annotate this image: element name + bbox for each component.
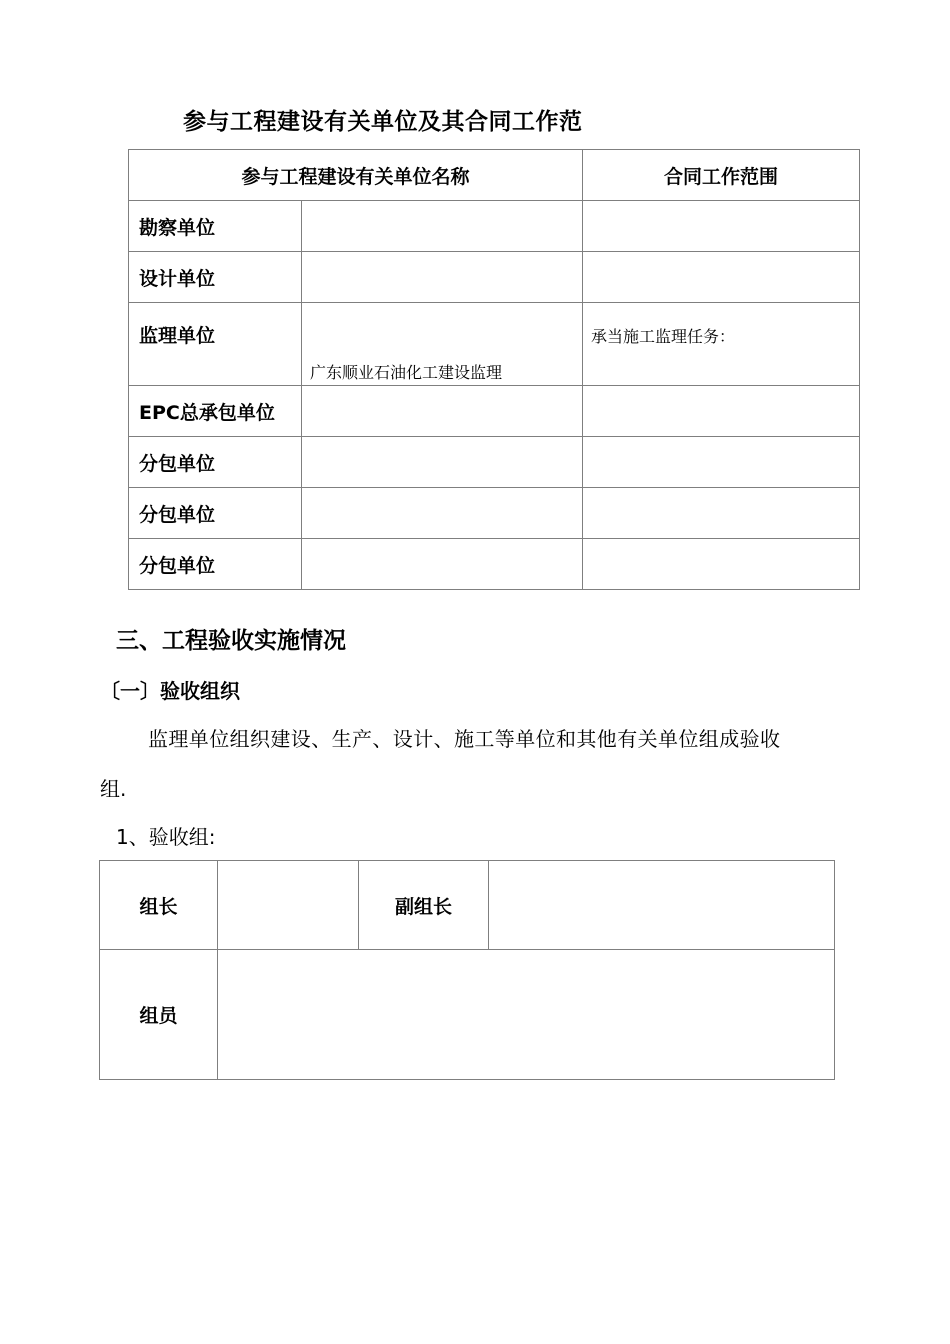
table-row — [129, 488, 860, 539]
unit-name-cell[interactable] — [302, 437, 583, 488]
leader-label: 组长 — [100, 861, 218, 950]
table-row — [100, 950, 835, 1080]
unit-role: 分包单位 — [129, 539, 302, 590]
unit-role: 分包单位 — [129, 437, 302, 488]
unit-name-cell[interactable] — [302, 539, 583, 590]
paragraph-line: 组. — [100, 777, 127, 801]
unit-name-cell[interactable] — [302, 201, 583, 252]
table-row — [129, 252, 860, 303]
unit-name-cell[interactable] — [302, 386, 583, 437]
unit-role: EPC总承包单位 — [129, 386, 302, 437]
members-label: 组员 — [100, 950, 218, 1080]
table-row — [129, 437, 860, 488]
unit-name-cell[interactable]: 广东顺业石油化工建设监理 — [302, 303, 583, 386]
unit-scope-cell[interactable] — [583, 488, 860, 539]
header-unit-name: 参与工程建设有关单位名称 — [129, 150, 583, 201]
table-row — [100, 861, 835, 950]
page-title: 参与工程建设有关单位及其合同工作范 — [183, 109, 583, 135]
table-row — [129, 386, 860, 437]
table-row — [129, 303, 860, 386]
section-heading: 三、工程验收实施情况 — [116, 628, 346, 654]
table-row — [129, 539, 860, 590]
unit-scope-cell[interactable] — [583, 386, 860, 437]
unit-scope-cell[interactable] — [583, 437, 860, 488]
unit-role: 勘察单位 — [129, 201, 302, 252]
acceptance-group-table — [99, 860, 835, 1080]
table-row — [129, 201, 860, 252]
paragraph-line: 监理单位组织建设、生产、设计、施工等单位和其他有关单位组成验收 — [148, 727, 781, 751]
unit-role: 监理单位 — [129, 303, 302, 386]
leader-value-cell[interactable] — [218, 861, 359, 950]
units-table-header-row — [129, 150, 860, 201]
unit-name-cell[interactable] — [302, 252, 583, 303]
unit-scope-cell[interactable] — [583, 539, 860, 590]
members-value-cell[interactable] — [218, 950, 835, 1080]
unit-name-cell[interactable] — [302, 488, 583, 539]
deputy-leader-label: 副组长 — [359, 861, 489, 950]
unit-scope-cell[interactable]: 承当施工监理任务： — [583, 303, 860, 386]
list-item: 1、验收组: — [116, 825, 216, 849]
unit-role: 分包单位 — [129, 488, 302, 539]
unit-scope-cell[interactable] — [583, 201, 860, 252]
unit-scope-cell[interactable] — [583, 252, 860, 303]
subsection-heading: 〔一〕验收组织 — [100, 679, 240, 703]
units-table — [128, 149, 860, 590]
deputy-leader-value-cell[interactable] — [489, 861, 835, 950]
unit-role: 设计单位 — [129, 252, 302, 303]
header-contract-scope: 合同工作范围 — [583, 150, 860, 201]
